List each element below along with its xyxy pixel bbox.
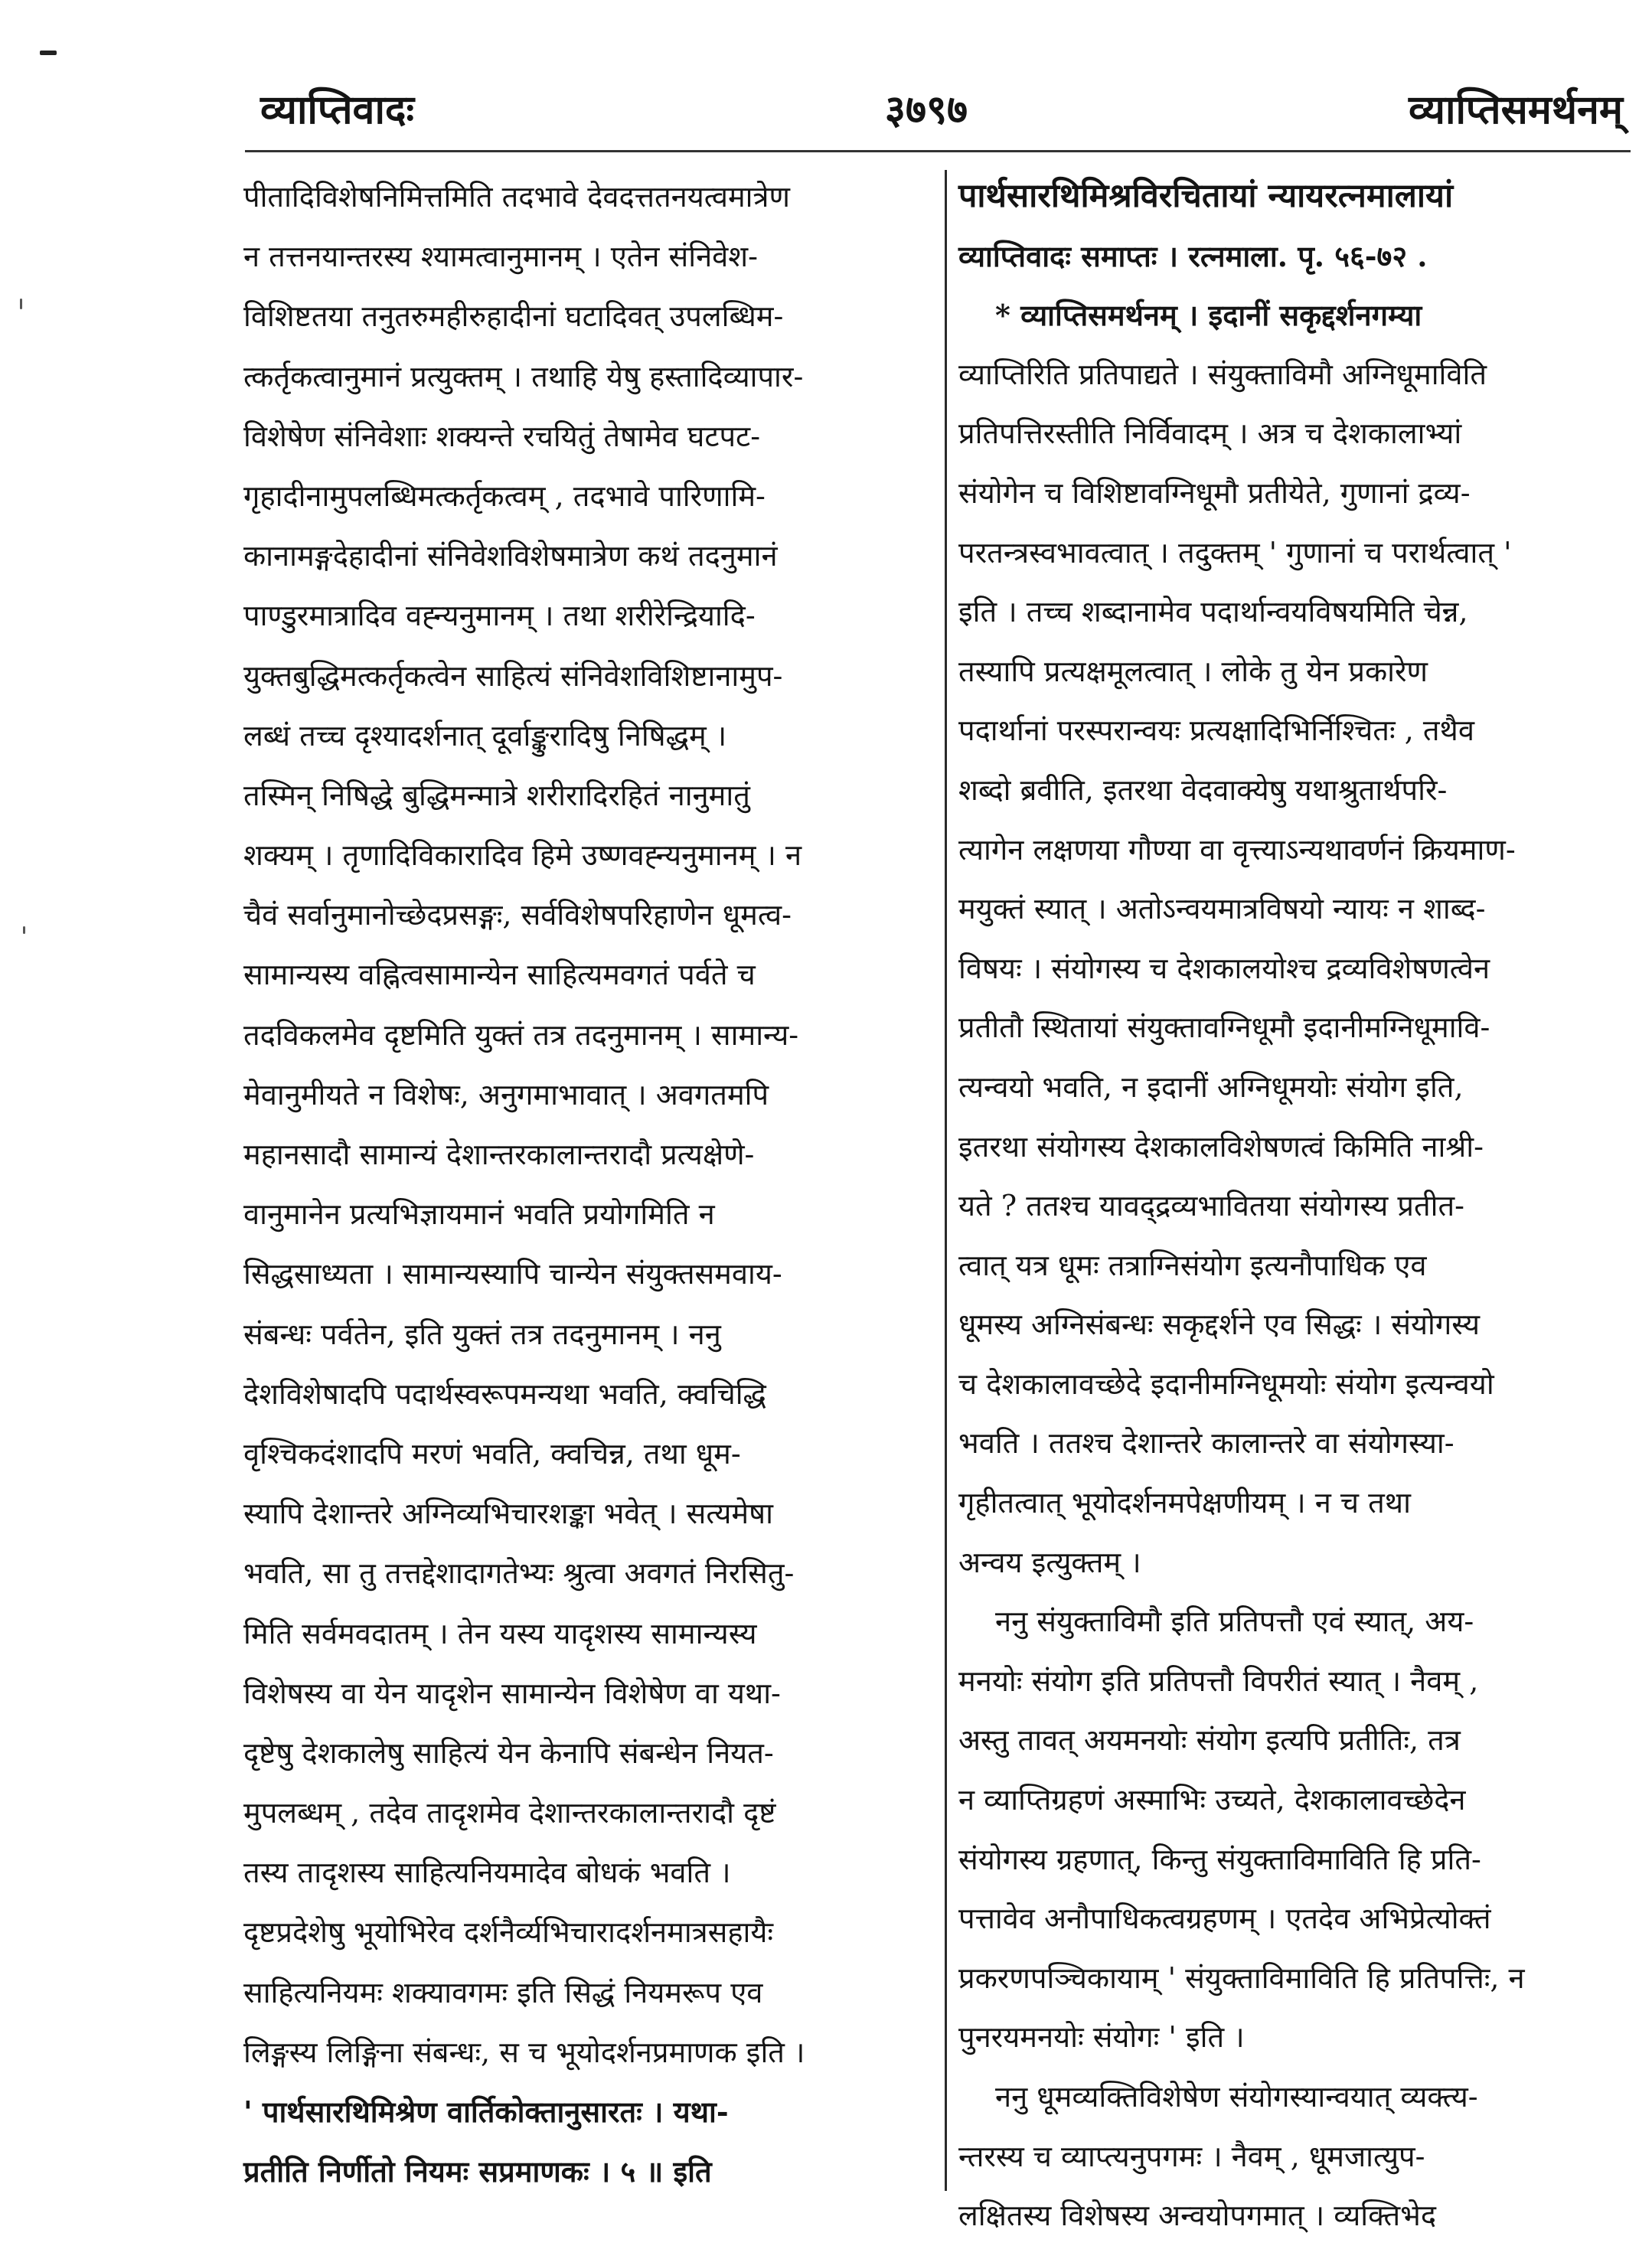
text-line: भवति, सा तु तत्तद्देशादागतेभ्यः श्रुत्वा अवगतं निरसितु-	[243, 1556, 795, 1591]
text-line: अस्तु तावत् अयमनयोः संयोग इत्यपि प्रतीतिः, तत्र	[958, 1723, 1461, 1758]
colophon-line: व्याप्तिवादः समाप्तः । रत्नमाला. पृ. ५६-७२ .	[958, 238, 1428, 273]
text-line: प्रतिपत्तिरस्तीति निर्विवादम् । अत्र च देशकालाभ्यां	[958, 416, 1462, 451]
text-line: पदार्थानां परस्परान्वयः प्रत्यक्षादिभिर्निश्चितः , तथैव	[958, 713, 1474, 748]
text-line: सिद्धसाध्यता । सामान्यस्यापि चान्येन संयुक्तसमवाय-	[243, 1257, 782, 1291]
paragraph-start-line: ननु धूमव्यक्तिविशेषेण संयोगस्यान्वयात् व्यक्त्य-	[995, 2080, 1478, 2114]
text-line: त्यागेन लक्षणया गौण्या वा वृत्त्याऽन्यथावर्णनं क्रियमाण-	[958, 832, 1516, 867]
margin-ink-speck	[20, 299, 22, 309]
section-heading-line: * व्याप्तिसमर्थनम् । इदानीं सकृद्दर्शनगम्या	[995, 298, 1422, 333]
text-line: प्रतीतौ स्थितायां संयुक्तावग्निधूमौ इदानीमग्निधूमावि-	[958, 1010, 1490, 1045]
text-line: दृष्टेषु देशकालेषु साहित्यं येन केनापि संबन्धेन नियत-	[243, 1735, 774, 1770]
corner-ink-mark	[40, 51, 57, 55]
text-line: संबन्धः पर्वतेन, इति युक्तं तत्र तदनुमानम् । ननु	[243, 1317, 721, 1351]
text-line: सामान्यस्य वह्नित्वसामान्येन साहित्यमवगतं पर्वते च	[243, 958, 756, 992]
text-line: शक्यम् । तृणादिविकारादिव हिमे उष्णवह्न्यनुमानम् । न	[243, 838, 802, 873]
text-line: स्यापि देशान्तरे अग्निव्यभिचारशङ्का भवेत् । सत्यमेषा	[243, 1497, 773, 1531]
text-line: न तत्तनयान्तरस्य श्यामत्वानुमानम् । एतेन संनिवेश-	[243, 240, 758, 274]
margin-ink-speck	[23, 926, 25, 934]
text-line: मिति सर्वमवदातम् । तेन यस्य यादृशस्य सामान्यस्य	[243, 1616, 757, 1650]
text-line: त्यन्वयो भवति, न इदानीं अग्निधूमयोः संयोग इति,	[958, 1069, 1464, 1104]
paragraph-start-line: ननु संयुक्ताविमौ इति प्रतिपत्तौ एवं स्यात्, अय-	[995, 1605, 1474, 1639]
text-line: धूमस्य अग्निसंबन्धः सकृद्दर्शने एव सिद्धः । संयोगस्य	[958, 1307, 1481, 1342]
text-line: यते ? ततश्च यावद्द्रव्यभावितया संयोगस्य प्रतीत-	[958, 1189, 1464, 1223]
text-line: लक्षितस्य विशेषस्य अन्वयोपगमात् । व्यक्तिभेद	[958, 2199, 1437, 2233]
right-column	[958, 167, 1631, 2233]
text-line: विशेषेण संनिवेशाः शक्यन्ते रचयितुं तेषामेव घटपट-	[243, 419, 761, 453]
text-line: मयुक्तं स्यात् । अतोऽन्वयमात्रविषयो न्यायः न शाब्द-	[958, 892, 1486, 926]
text-line: देशविशेषादपि पदार्थस्वरूपमन्यथा भवति, क्वचिद्धि	[243, 1376, 766, 1411]
text-line: मनयोः संयोग इति प्रतिपत्तौ विपरीतं स्यात् । नैवम् ,	[958, 1663, 1479, 1698]
text-line: युक्तबुद्धिमत्कर्तृकत्वेन साहित्यं संनिवेशविशिष्टानामुप-	[243, 658, 783, 693]
text-line: विषयः । संयोगस्य च देशकालयोश्च द्रव्यविशेषणत्वेन	[958, 951, 1490, 985]
text-line: पत्तावेव अनौपाधिकत्वग्रहणम् । एतदेव अभिप्रेत्योक्तं	[958, 1902, 1491, 1936]
text-line: संयोगेन च विशिष्टावग्निधूमौ प्रतीयेते, गुणानां द्रव्य-	[958, 475, 1471, 510]
text-line: दृष्टप्रदेशेषु भूयोभिरेव दर्शनैर्व्यभिचारादर्शनमात्रसहायैः	[243, 1915, 774, 1950]
text-line: तस्मिन् निषिद्धे बुद्धिमन्मात्रे शरीरादिरहितं नानुमातुं	[243, 778, 750, 812]
text-line: तदविकलमेव दृष्टमिति युक्तं तत्र तदनुमानम् । सामान्य-	[243, 1017, 799, 1052]
column-divider	[945, 170, 947, 2191]
text-line: अन्वय इत्युक्तम् ।	[958, 1545, 1141, 1579]
text-line: त्कर्तृकत्वानुमानं प्रत्युक्तम् । तथाहि येषु हस्तादिव्यापार-	[243, 359, 804, 393]
text-line: गृहीतत्वात् भूयोदर्शनमपेक्षणीयम् । न च तथा	[958, 1486, 1411, 1520]
text-line: महानसादौ सामान्यं देशान्तरकालान्तरादौ प्रत्यक्षेणे-	[243, 1138, 755, 1171]
text-line: पीतादिविशेषनिमित्तमिति तदभावे देवदत्ततनयत्वमात्रेण	[243, 180, 790, 214]
text-line: तस्यापि प्रत्यक्षमूलत्वात् । लोके तु येन प्रकारेण	[958, 654, 1428, 688]
text-line: पाण्डुरमात्रादिव वह्न्यनुमानम् । तथा शरीरेन्द्रियादि-	[243, 599, 756, 633]
text-line: संयोगस्य ग्रहणात्, किन्तु संयुक्ताविमाविति हि प्रति-	[958, 1842, 1481, 1876]
text-line: च देशकालावच्छेदे इदानीमग्निधूमयोः संयोग इत्यन्वयो	[958, 1366, 1494, 1401]
verse-line: प्रतीति निर्णीतो नियमः सप्रमाणकः । ५ ॥ इति	[243, 2154, 712, 2189]
text-line: चैवं सर्वानुमानोच्छेदप्रसङ्गः, सर्वविशेषपरिहाणेन धूमत्व-	[243, 898, 792, 932]
text-line: तस्य तादृशस्य साहित्यनियमादेव बोधकं भवति ।	[243, 1856, 731, 1890]
text-line: इतरथा संयोगस्य देशकालविशेषणत्वं किमिति नाश्री-	[958, 1129, 1484, 1164]
page-header	[260, 73, 1623, 142]
left-column	[243, 167, 932, 2203]
text-line: परतन्त्रस्वभावत्वात् । तदुक्तम् ' गुणानां च परार्थत्वात् '	[958, 535, 1512, 570]
text-line: वृश्चिकदंशादपि मरणं भवति, क्वचिन्न, तथा धूम-	[243, 1436, 741, 1471]
running-head-right: व्याप्तिसमर्थनम्	[1409, 87, 1623, 133]
text-line: कानामङ्गदेहादीनां संनिवेशविशेषमात्रेण कथं तदनुमानं	[243, 539, 778, 573]
text-line: विशिष्टतया तनुतरुमहीरुहादीनां घटादिवत् उपलब्धिम-	[243, 299, 784, 334]
text-line: मुपलब्धम् , तदेव तादृशमेव देशान्तरकालान्तरादौ दृष्टं	[243, 1796, 776, 1830]
text-line: लिङ्गस्य लिङ्गिना संबन्धः, स च भूयोदर्शनप्रमाणक इति ।	[243, 2035, 805, 2069]
text-line: मेवानुमीयते न विशेषः, अनुगमाभावात् । अवगतमपि	[243, 1077, 769, 1112]
text-line: त्वात् यत्र धूमः तत्राग्निसंयोग इत्यनौपाधिक एव	[958, 1248, 1427, 1282]
text-line: वानुमानेन प्रत्यभिज्ञायमानं भवति प्रयोगमिति न	[243, 1197, 715, 1232]
text-line: साहित्यनियमः शक्यावगमः इति सिद्धं नियमरूप एव	[243, 1975, 763, 2009]
text-line: प्रकरणपञ्चिकायाम् ' संयुक्ताविमाविति हि प्रतिपत्तिः, न	[958, 1960, 1525, 1995]
running-head-left: व्याप्तिवादः	[260, 87, 415, 133]
header-rule	[245, 150, 1631, 152]
text-line: गृहादीनामुपलब्धिमत्कर्तृकत्वम् , तदभावे पारिणामि-	[243, 478, 766, 513]
text-line: पुनरयमनयोः संयोगः ' इति ।	[958, 2020, 1245, 2055]
text-line: व्याप्तिरिति प्रतिपाद्यते । संयुक्ताविमौ अग्निधूमाविति	[958, 357, 1487, 391]
text-line: लब्धं तच्च दृश्यादर्शनात् दूर्वाङ्कुरादिषु निषिद्धम् ।	[243, 718, 727, 752]
text-line: न्तरस्य च व्याप्त्यनुपगमः । नैवम् , धूमजात्युप-	[958, 2139, 1425, 2173]
verse-line: ' पार्थसारथिमिश्रेण वार्तिकोक्तानुसारतः । यथा-	[243, 2094, 729, 2129]
text-line: न व्याप्तिग्रहणं अस्माभिः उच्यते, देशकालावच्छेदेन	[958, 1783, 1466, 1817]
text-line: भवति । ततश्च देशान्तरे कालान्तरे वा संयोगस्या-	[958, 1426, 1454, 1461]
text-line: इति । तच्च शब्दानामेव पदार्थान्वयविषयमिति चेन्न,	[958, 595, 1468, 629]
section-colophon: पार्थसारथिमिश्रविरचितायां न्यायरत्नमालायां	[958, 177, 1454, 215]
text-line: शब्दो ब्रवीति, इतरथा वेदवाक्येषु यथाश्रुतार्थपरि-	[958, 772, 1448, 807]
text-line: विशेषस्य वा येन यादृशेन सामान्येन विशेषेण वा यथा-	[243, 1676, 781, 1710]
page-number: ३७९७	[884, 87, 968, 133]
